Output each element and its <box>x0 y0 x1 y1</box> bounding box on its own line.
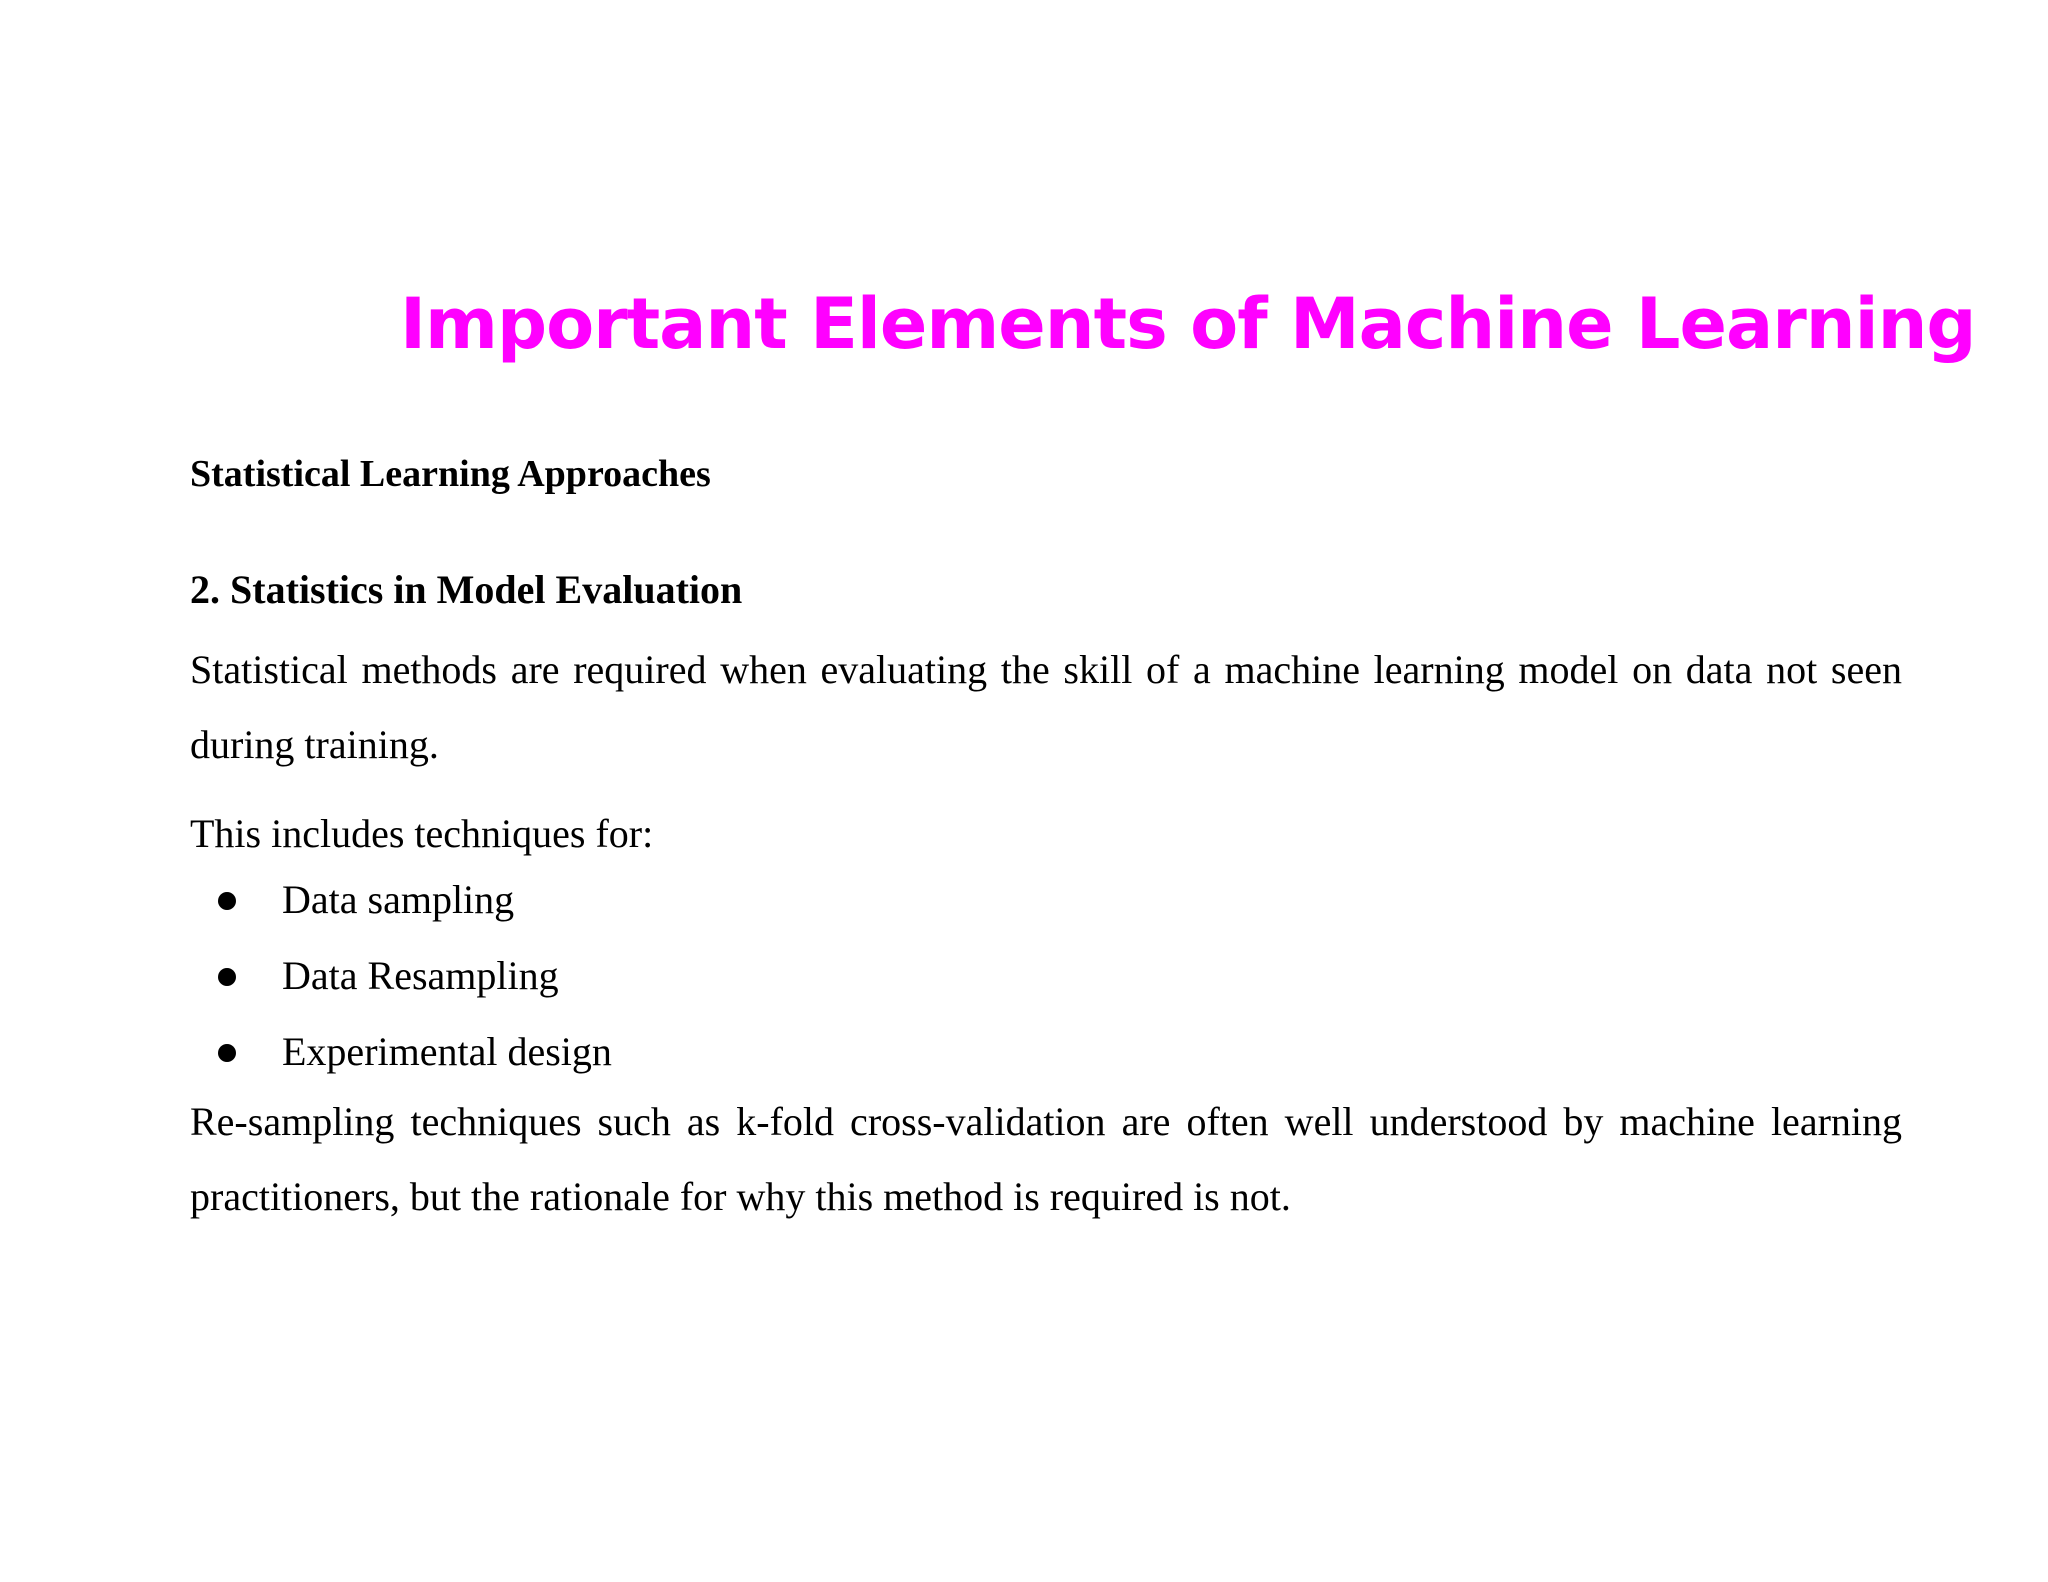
paragraph-techniques-intro: This includes techniques for: <box>190 811 654 856</box>
subsection-heading: 2. Statistics in Model Evaluation <box>190 567 743 612</box>
bullet-dot-icon <box>218 892 236 910</box>
list-item-text: Data sampling <box>282 877 515 922</box>
paragraph-resampling: Re-sampling techniques such as k-fold cross-validation are often well understood by machine learning practitioners, but the rationale for why this method is required is not. <box>190 1099 1902 1219</box>
paragraph-evaluation-intro: Statistical methods are required when evaluating the skill of a machine learning model on data not seen during training. <box>190 647 1902 767</box>
bullet-dot-icon <box>218 968 236 986</box>
list-item-text: Experimental design <box>282 1029 612 1074</box>
bullet-dot-icon <box>218 1044 236 1062</box>
section-heading: Statistical Learning Approaches <box>190 453 711 495</box>
page-title: Important Elements of Machine Learning <box>400 283 1976 365</box>
list-item-text: Data Resampling <box>282 953 559 998</box>
